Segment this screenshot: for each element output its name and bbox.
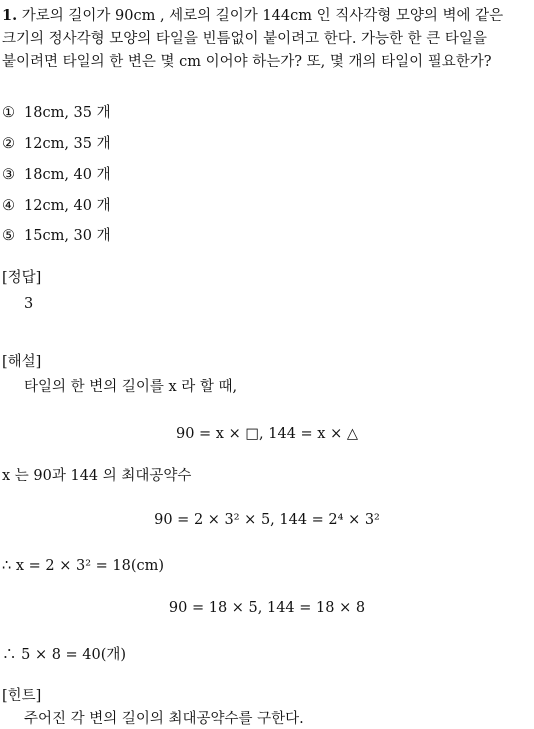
question-line-3: 붙이려면 타일의 한 변은 몇 cm 이어야 하는가? 또, 몇 개의 타일이 필요한가? [2, 54, 492, 70]
choice-4[interactable] [2, 196, 111, 216]
choice-2[interactable] [2, 134, 111, 154]
hint-label: [힌트] [2, 688, 42, 704]
choice-2-text: 12cm, 35 개 [24, 136, 111, 152]
question-number: 1. [2, 7, 18, 24]
explanation-line-4: ∴ 5 × 8 = 40(개) [2, 647, 127, 663]
choice-3-mark: ③ [2, 167, 15, 183]
explanation-equation-2: 90 = 2 × 3² × 5, 144 = 2⁴ × 3² [154, 512, 380, 528]
hint-text: 주어진 각 변의 길이의 최대공약수를 구한다. [24, 711, 304, 727]
choice-1[interactable] [2, 103, 111, 123]
explanation-line-2: x 는 90과 144 의 최대공약수 [2, 468, 192, 484]
choice-5[interactable] [2, 226, 111, 246]
explanation-equation-3: 90 = 18 × 5, 144 = 18 × 8 [168, 600, 366, 616]
choice-3[interactable] [2, 165, 111, 185]
choice-4-text: 12cm, 40 개 [24, 198, 111, 214]
question-text-1: 가로의 길이가 90cm , 세로의 길이가 144cm 인 직사각형 모양의 벽에 같은 [21, 8, 504, 24]
answer-label: [정답] [2, 270, 42, 286]
choice-2-mark: ② [2, 136, 15, 152]
choice-5-text: 15cm, 30 개 [24, 228, 111, 244]
choice-1-text: 18cm, 35 개 [24, 105, 111, 121]
choice-1-mark: ① [2, 105, 15, 121]
choice-3-text: 18cm, 40 개 [24, 167, 111, 183]
explanation-line-3: ∴ x = 2 × 3² = 18(cm) [2, 558, 165, 574]
question-line-2: 크기의 정사각형 모양의 타일을 빈틈없이 붙이려고 한다. 가능한 한 큰 타일을 [2, 31, 487, 47]
answer-value: 3 [24, 296, 34, 312]
explanation-equation-1: 90 = x × □, 144 = x × △ [175, 426, 359, 442]
explanation-label: [해설] [2, 354, 42, 370]
question-line-1 [2, 6, 530, 26]
choice-5-mark: ⑤ [2, 228, 15, 244]
choice-4-mark: ④ [2, 198, 15, 214]
explanation-intro: 타일의 한 변의 길이를 x 라 할 때, [24, 379, 238, 395]
